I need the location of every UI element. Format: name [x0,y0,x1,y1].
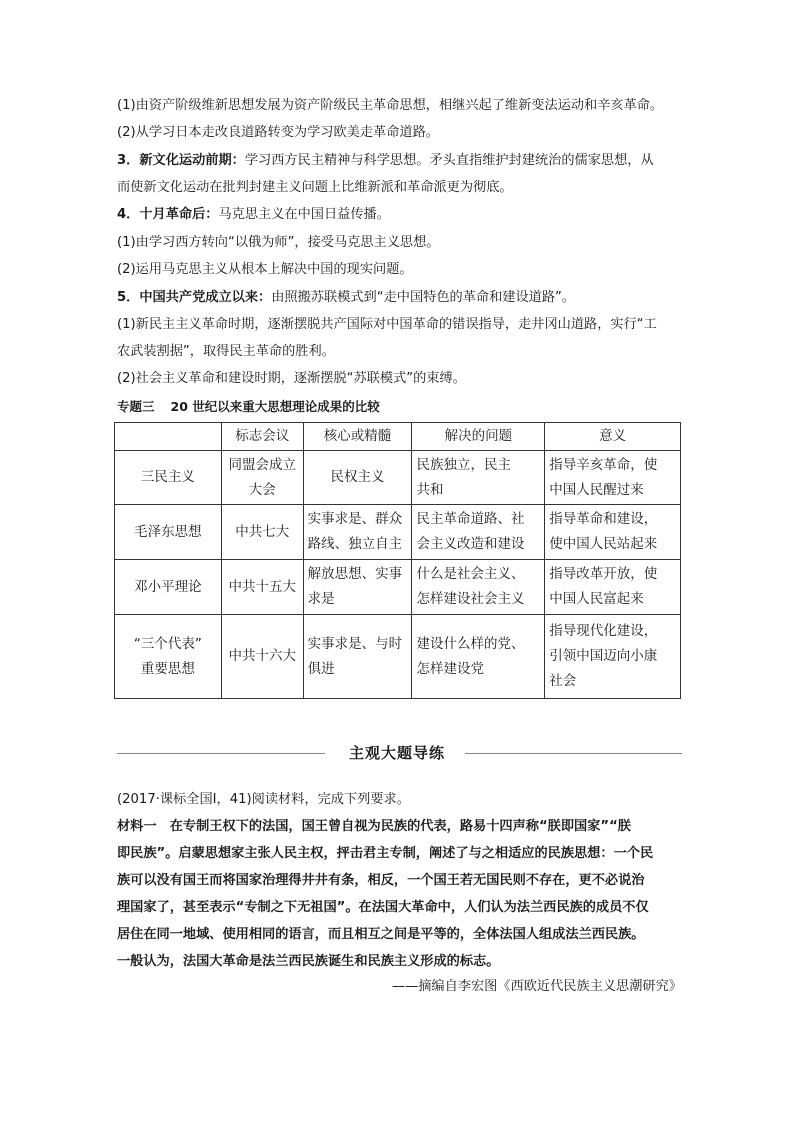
paragraph-5-1a: (1)新民主主义革命时期，逐渐摆脱共产国际对中国革命的错误指导，走井冈山道路，实行“工 [117,317,657,332]
table-cell: 中共十六大 [221,615,303,699]
paragraph-4-heading: 4．十月革命后： [117,207,219,222]
table-cell: 中共七大 [221,505,303,560]
divider [117,753,325,754]
material-line: 族可以没有国王而将国家治理得井井有条，相反，一个国王若无国民则不存在，更不必说治 [117,873,645,888]
table-cell: 指导改革开放，使 中国人民富起来 [545,560,681,615]
table-cell: 同盟会成立 大会 [221,451,303,505]
table-cell: 邓小平理论 [115,560,222,615]
table-header-cell: 标志会议 [221,423,303,451]
material-line: 理国家了，甚至表示“专制之下无祖国”。在法国大革命中，人们认为法兰西民族的成员不仅 [117,900,649,915]
table-caption-label: 专题三 [117,399,155,414]
table-cell: 中共十五大 [221,560,303,615]
comparison-table [114,422,681,699]
table-header-cell: 核心或精髓 [303,423,412,451]
question-intro: (2017·课标全国Ⅰ，41)阅读材料，完成下列要求。 [117,792,410,807]
table-cell: “三个代表” 重要思想 [115,615,222,699]
paragraph-2: (2)从学习日本走改良道路转变为学习欧美走革命道路。 [117,125,439,140]
table-cell: 民权主义 [303,451,412,505]
table-header-cell [115,423,222,451]
paragraph-5-text: 由照搬苏联模式到“走中国特色的革命和建设道路”。 [271,290,576,305]
paragraph-5-2: (2)社会主义革命和建设时期，逐渐摆脱“苏联模式”的束缚。 [117,371,466,386]
table-cell: 实事求是、与时 俱进 [303,615,412,699]
material-line: 材料一 在专制王权下的法国，国王曾自视为民族的代表，路易十四声称“朕即国家”“朕 [117,819,631,834]
section-title: 主观大题导练 [348,744,445,762]
table-row [115,505,681,560]
table-header-cell: 意义 [545,423,681,451]
table-row [115,615,681,699]
paragraph-3b: 而使新文化运动在批判封建主义问题上比维新派和革命派更为彻底。 [117,180,513,195]
table-cell: 毛泽东思想 [115,505,222,560]
table-cell: 什么是社会主义、 怎样建设社会主义 [412,560,545,615]
table-cell: 指导现代化建设， 引领中国迈向小康 社会 [545,615,681,699]
paragraph-5-1b: 农武装割据”，取得民主革命的胜利。 [117,344,335,359]
table-caption [117,397,380,415]
table-header-cell: 解决的问题 [412,423,545,451]
table-cell: 民主革命道路、社 会主义改造和建设 [412,505,545,560]
paragraph-4-2: (2)运用马克思主义从根本上解决中国的现实问题。 [117,262,413,277]
paragraph-3-text: 学习西方民主精神与科学思想。矛头直指维护封建统治的儒家思想，从 [244,153,654,168]
paragraph-3-heading: 3．新文化运动前期： [117,153,245,168]
table-cell: 解放思想、实事 求是 [303,560,412,615]
section-heading [117,742,682,766]
table-cell: 指导辛亥革命，使 中国人民醒过来 [545,451,681,505]
table-header-row [115,423,681,451]
table-cell: 民族独立，民主 共和 [412,451,545,505]
paragraph-4 [117,205,682,225]
table-caption-title: 20 世纪以来重大思想理论成果的比较 [170,399,380,414]
paragraph-5-heading: 5．中国共产党成立以来： [117,290,272,305]
table-row [115,451,681,505]
table-cell: 指导革命和建设， 使中国人民站起来 [545,505,681,560]
material-line: 居住在同一地域、使用相同的语言，而且相互之间是平等的，全体法国人组成法兰西民族。 [117,927,645,942]
table-cell: 三民主义 [115,451,222,505]
material-line: 一般认为，法国大革命是法兰西民族诞生和民族主义形成的标志。 [117,954,500,969]
paragraph-3a [117,151,682,171]
paragraph-4-1: (1)由学习西方转向“以俄为师”，接受马克思主义思想。 [117,235,440,250]
table-cell: 实事求是、群众 路线、独立自主 [303,505,412,560]
table-row [115,560,681,615]
material-source: ——摘编自李宏图《西欧近代民族主义思潮研究》 [391,979,682,994]
material-line: 即民族”。启蒙思想家主张人民主权，抨击君主专制，阐述了与之相适应的民族思想：一个民 [117,846,654,861]
table-cell: 建设什么样的党、 怎样建设党 [412,615,545,699]
divider [465,753,682,754]
paragraph-4-text: 马克思主义在中国日益传播。 [218,207,390,222]
paragraph-5 [117,288,682,308]
paragraph-1: (1)由资产阶级维新思想发展为资产阶级民主革命思想，相继兴起了维新变法运动和辛亥革命。 [117,98,664,113]
